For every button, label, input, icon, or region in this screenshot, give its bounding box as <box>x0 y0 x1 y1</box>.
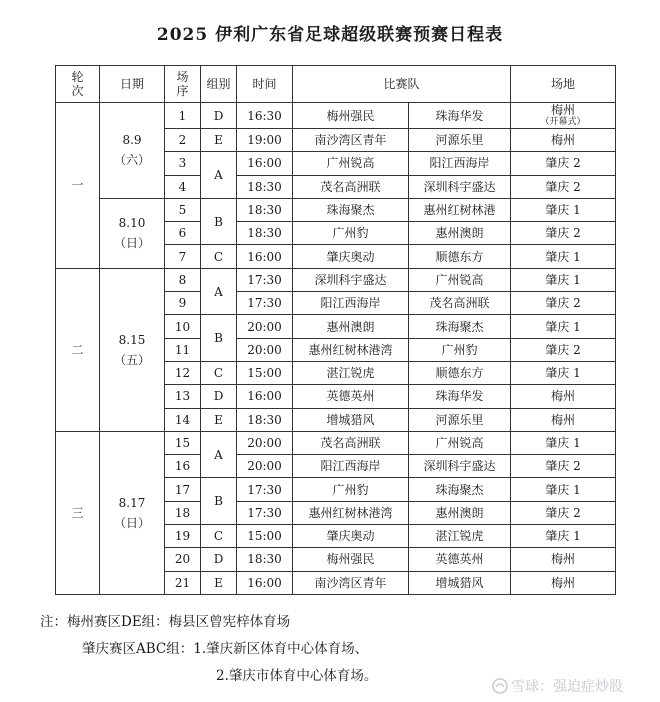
match-time: 20:00 <box>237 431 293 454</box>
away-team: 惠州红树林港 <box>409 198 511 221</box>
group-cell: D <box>201 385 237 408</box>
venue-name: 梅州 <box>551 575 576 590</box>
venue-name: 肇庆 2 <box>545 505 581 520</box>
away-team: 珠海华发 <box>409 103 511 129</box>
match-time: 16:00 <box>237 571 293 594</box>
match-time: 15:00 <box>237 361 293 384</box>
date-value: 8.10 <box>118 216 146 231</box>
venue-name: 肇庆 1 <box>545 272 581 287</box>
date-cell <box>100 268 165 431</box>
match-number: 18 <box>165 501 201 524</box>
venue-cell <box>511 103 616 129</box>
match-time: 16:00 <box>237 152 293 175</box>
home-team: 茂名高洲联 <box>293 175 409 198</box>
home-team: 肇庆奥动 <box>293 525 409 548</box>
venue-name: 肇庆 1 <box>545 319 581 334</box>
away-team: 河源乐里 <box>409 129 511 152</box>
match-number: 15 <box>165 431 201 454</box>
away-team: 茂名高洲联 <box>409 292 511 315</box>
venue-cell <box>511 431 616 454</box>
weekday-value: （日） <box>113 515 150 530</box>
venue-cell <box>511 268 616 291</box>
venue-name: 肇庆 1 <box>545 482 581 497</box>
venue-name: 肇庆 1 <box>545 529 581 544</box>
home-team: 茂名高洲联 <box>293 431 409 454</box>
venue-cell <box>511 571 616 594</box>
venue-name: 梅州 <box>551 552 576 567</box>
match-number: 13 <box>165 385 201 408</box>
match-number: 20 <box>165 548 201 571</box>
match-time: 17:30 <box>237 292 293 315</box>
group-cell: E <box>201 408 237 431</box>
match-time: 16:30 <box>237 103 293 129</box>
home-team: 阳江西海岸 <box>293 292 409 315</box>
venue-name: 肇庆 1 <box>545 436 581 450</box>
match-number: 19 <box>165 525 201 548</box>
note-line-2: 肇庆赛区ABC组：1.肇庆新区体育中心体育场、 <box>82 641 369 657</box>
home-team: 南沙湾区青年 <box>293 129 409 152</box>
venue-name: 梅州 <box>551 389 576 404</box>
venue-cell <box>511 292 616 315</box>
match-number: 12 <box>165 361 201 384</box>
venue-name: 肇庆 2 <box>545 226 581 241</box>
header-order: 场 序 <box>165 66 201 103</box>
group-cell: C <box>201 245 237 268</box>
venue-cell <box>511 455 616 478</box>
home-team: 广州豹 <box>293 478 409 501</box>
venue-cell <box>511 361 616 384</box>
home-team: 广州锐高 <box>293 152 409 175</box>
weekday-value: （五） <box>113 352 150 367</box>
match-time: 17:30 <box>237 501 293 524</box>
away-team: 顺德东方 <box>409 361 511 384</box>
match-number: 21 <box>165 571 201 594</box>
note-line-3: 2.肇庆市体育中心体育场。 <box>216 668 378 684</box>
match-time: 16:00 <box>237 385 293 408</box>
round-cell: 三 <box>56 431 100 594</box>
venue-cell <box>511 338 616 361</box>
group-cell: B <box>201 315 237 362</box>
table-row <box>56 431 616 454</box>
away-team: 增城猎风 <box>409 571 511 594</box>
match-time: 20:00 <box>237 455 293 478</box>
venue-name: 肇庆 2 <box>545 296 581 311</box>
venue-cell <box>511 315 616 338</box>
match-time: 18:30 <box>237 408 293 431</box>
header-group: 组别 <box>201 66 237 103</box>
home-team: 肇庆奥动 <box>293 245 409 268</box>
match-time: 18:30 <box>237 175 293 198</box>
away-team: 广州锐高 <box>409 431 511 454</box>
venue-cell <box>511 525 616 548</box>
note-line-1: 注：梅州赛区DE组：梅县区曾宪梓体育场 <box>40 614 291 630</box>
venue-name: 肇庆 2 <box>545 179 581 194</box>
match-number: 8 <box>165 268 201 291</box>
home-team: 广州豹 <box>293 222 409 245</box>
venue-cell <box>511 408 616 431</box>
home-team: 英德英州 <box>293 385 409 408</box>
match-time: 18:30 <box>237 222 293 245</box>
home-team: 增城猎风 <box>293 408 409 431</box>
match-time: 17:30 <box>237 268 293 291</box>
away-team: 广州锐高 <box>409 268 511 291</box>
group-cell: E <box>201 571 237 594</box>
page-title: 2025 伊利广东省足球超级联赛预赛日程表 <box>156 25 504 45</box>
venue-name: 肇庆 2 <box>545 156 581 171</box>
match-number: 11 <box>165 338 201 361</box>
venue-cell <box>511 198 616 221</box>
away-team: 珠海聚杰 <box>409 315 511 338</box>
venue-name: 肇庆 1 <box>545 203 581 218</box>
match-number: 14 <box>165 408 201 431</box>
venue-name: 梅州 <box>551 133 576 148</box>
header-venue: 场地 <box>511 66 616 103</box>
away-team: 阳江西海岸 <box>409 152 511 175</box>
table-row <box>56 198 616 221</box>
away-team: 广州豹 <box>409 338 511 361</box>
venue-cell <box>511 175 616 198</box>
match-number: 7 <box>165 245 201 268</box>
schedule-table <box>55 65 616 595</box>
venue-cell <box>511 245 616 268</box>
match-number: 5 <box>165 198 201 221</box>
away-team: 惠州澳朗 <box>409 501 511 524</box>
match-number: 17 <box>165 478 201 501</box>
date-value: 8.15 <box>118 332 146 347</box>
venue-cell <box>511 129 616 152</box>
home-team: 梅州强民 <box>293 103 409 129</box>
group-cell: C <box>201 361 237 384</box>
away-team: 珠海聚杰 <box>409 478 511 501</box>
venue-cell <box>511 152 616 175</box>
venue-cell <box>511 385 616 408</box>
away-team: 顺德东方 <box>409 245 511 268</box>
match-number: 2 <box>165 129 201 152</box>
date-value: 8.9 <box>122 133 142 148</box>
home-team: 梅州强民 <box>293 548 409 571</box>
header-time: 时间 <box>237 66 293 103</box>
match-number: 6 <box>165 222 201 245</box>
home-team: 珠海聚杰 <box>293 198 409 221</box>
date-value: 8.17 <box>118 495 146 510</box>
away-team: 河源乐里 <box>409 408 511 431</box>
home-team: 南沙湾区青年 <box>293 571 409 594</box>
group-cell: A <box>201 152 237 199</box>
match-number: 16 <box>165 455 201 478</box>
match-number: 3 <box>165 152 201 175</box>
home-team: 惠州澳朗 <box>293 315 409 338</box>
watermark <box>492 676 623 696</box>
away-team: 深圳科宇盛达 <box>409 175 511 198</box>
header-round: 轮 次 <box>56 66 100 103</box>
weekday-value: （日） <box>113 236 150 251</box>
date-cell <box>100 198 165 268</box>
home-team: 深圳科宇盛达 <box>293 268 409 291</box>
away-team: 深圳科宇盛达 <box>409 455 511 478</box>
venue-name: 梅州 <box>551 103 576 117</box>
home-team: 阳江西海岸 <box>293 455 409 478</box>
group-cell: D <box>201 103 237 129</box>
away-team: 珠海华发 <box>409 385 511 408</box>
date-cell <box>100 431 165 594</box>
match-number: 4 <box>165 175 201 198</box>
home-team: 惠州红树林港湾 <box>293 338 409 361</box>
venue-cell <box>511 501 616 524</box>
venue-name: 肇庆 1 <box>545 249 581 264</box>
snowball-logo-icon <box>492 678 508 694</box>
match-time: 15:00 <box>237 525 293 548</box>
venue-cell <box>511 222 616 245</box>
venue-cell <box>511 548 616 571</box>
match-time: 17:30 <box>237 478 293 501</box>
table-row <box>56 103 616 129</box>
home-team: 湛江锐虎 <box>293 361 409 384</box>
group-cell: A <box>201 268 237 315</box>
round-cell: 一 <box>56 103 100 269</box>
away-team: 英德英州 <box>409 548 511 571</box>
venue-cell <box>511 478 616 501</box>
header-teams: 比赛队 <box>293 66 511 103</box>
header-row <box>56 66 616 103</box>
match-time: 19:00 <box>237 129 293 152</box>
venue-name: 肇庆 1 <box>545 366 581 381</box>
venue-name: 肇庆 2 <box>545 459 581 474</box>
match-number: 9 <box>165 292 201 315</box>
venue-name: 肇庆 2 <box>545 342 581 357</box>
weekday-value: （六） <box>113 153 150 168</box>
home-team: 惠州红树林港湾 <box>293 501 409 524</box>
match-time: 20:00 <box>237 338 293 361</box>
group-cell: B <box>201 478 237 525</box>
match-number: 1 <box>165 103 201 129</box>
watermark-text: 雪球：强迫症炒股 <box>511 679 623 695</box>
date-cell <box>100 103 165 199</box>
group-cell: B <box>201 198 237 245</box>
group-cell: D <box>201 548 237 571</box>
venue-name: 梅州 <box>551 412 576 427</box>
table-row <box>56 268 616 291</box>
match-time: 16:00 <box>237 245 293 268</box>
round-cell: 二 <box>56 268 100 431</box>
header-date: 日期 <box>100 66 165 103</box>
group-cell: A <box>201 431 237 478</box>
match-number: 10 <box>165 315 201 338</box>
match-time: 18:30 <box>237 548 293 571</box>
notes <box>40 609 377 690</box>
group-cell: E <box>201 129 237 152</box>
away-team: 湛江锐虎 <box>409 525 511 548</box>
match-time: 18:30 <box>237 198 293 221</box>
group-cell: C <box>201 525 237 548</box>
venue-note: （开幕式） <box>540 117 586 127</box>
away-team: 惠州澳朗 <box>409 222 511 245</box>
match-time: 20:00 <box>237 315 293 338</box>
